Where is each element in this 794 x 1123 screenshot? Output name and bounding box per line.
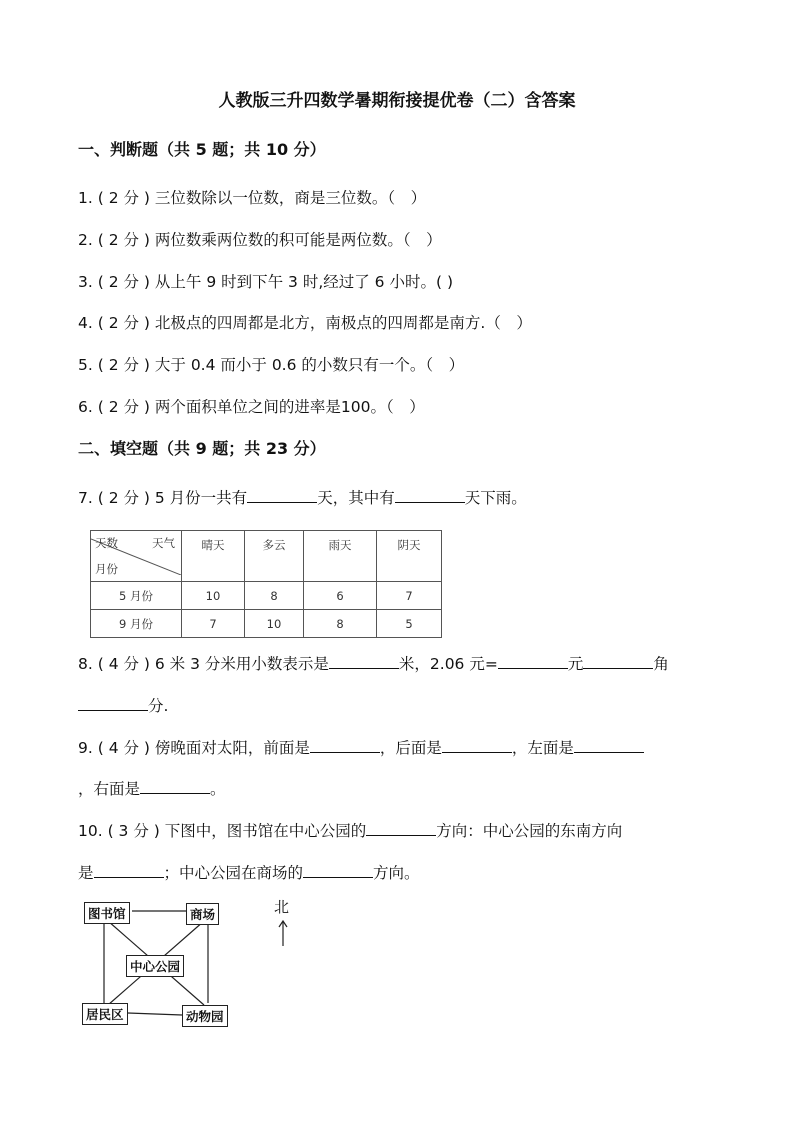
weather-table	[90, 530, 442, 638]
question-7	[78, 486, 527, 508]
question-text: ，左面是	[511, 739, 574, 757]
question-4	[78, 311, 532, 333]
question-number: 1. ( 2 分 )	[78, 189, 155, 207]
question-9-cont	[78, 777, 226, 799]
north-arrow-icon	[272, 918, 294, 948]
answer-blank[interactable]	[140, 779, 210, 794]
answer-blank[interactable]	[310, 738, 380, 753]
question-10	[78, 819, 622, 841]
table-cell: 5	[377, 610, 442, 638]
row-label: 5 月份	[91, 582, 182, 610]
column-header: 多云	[245, 531, 304, 582]
page-title: 人教版三升四数学暑期衔接提优卷（二）含答案	[218, 91, 576, 111]
question-6	[78, 395, 425, 417]
table-row	[91, 582, 442, 610]
question-8	[78, 652, 669, 674]
map-node-library: 图书馆	[84, 902, 130, 924]
question-text: ，右面是	[78, 780, 141, 798]
table-cell: 7	[182, 610, 245, 638]
answer-blank[interactable]	[498, 654, 568, 669]
row-label: 9 月份	[91, 610, 182, 638]
question-2	[78, 228, 442, 250]
answer-blank[interactable]	[442, 738, 512, 753]
question-number: 6. ( 2 分 )	[78, 398, 155, 416]
question-8-cont	[78, 694, 168, 716]
question-3	[78, 270, 453, 292]
north-indicator	[272, 896, 294, 950]
answer-blank[interactable]	[303, 863, 373, 878]
question-text: 天下雨。	[464, 489, 527, 507]
map-node-residential: 居民区	[82, 1003, 128, 1025]
question-text: 两个面积单位之间的进率是100。（ ）	[154, 398, 425, 416]
question-text: 方向。	[373, 864, 420, 882]
table-cell: 7	[377, 582, 442, 610]
question-text: ，后面是	[379, 739, 442, 757]
question-number: 9. ( 4 分 )	[78, 739, 155, 757]
column-header: 阴天	[377, 531, 442, 582]
question-text: 傍晚面对太阳，前面是	[154, 739, 310, 757]
question-text: 从上午 9 时到下午 3 时,经过了 6 小时。( )	[154, 273, 453, 291]
question-number: 4. ( 2 分 )	[78, 314, 155, 332]
column-header: 雨天	[304, 531, 377, 582]
question-text: 分.	[148, 697, 169, 715]
question-text: 北极点的四周都是北方，南极点的四周都是南方.（ ）	[154, 314, 532, 332]
answer-blank[interactable]	[78, 696, 148, 711]
question-text: 米，2.06 元=	[398, 655, 498, 673]
answer-blank[interactable]	[329, 654, 399, 669]
table-corner-header	[91, 531, 182, 582]
question-text: ；中心公园在商场的	[163, 864, 304, 882]
question-text: 是	[78, 864, 94, 882]
question-9	[78, 736, 644, 758]
answer-blank[interactable]	[247, 488, 317, 503]
question-text: 6 米 3 分米用小数表示是	[154, 655, 329, 673]
question-10-cont	[78, 861, 420, 883]
question-number: 8. ( 4 分 )	[78, 655, 155, 673]
map-node-zoo: 动物园	[182, 1005, 228, 1027]
question-5	[78, 353, 464, 375]
question-number: 2. ( 2 分 )	[78, 231, 155, 249]
map-node-mall: 商场	[186, 903, 219, 925]
question-text: 下图中，图书馆在中心公园的	[164, 822, 367, 840]
corner-label-month: 月份	[95, 562, 118, 576]
question-text: 元	[567, 655, 584, 673]
answer-blank[interactable]	[395, 488, 465, 503]
question-number: 3. ( 2 分 )	[78, 273, 155, 291]
answer-blank[interactable]	[574, 738, 644, 753]
corner-label-weather: 天气	[152, 536, 175, 550]
question-number: 5. ( 2 分 )	[78, 356, 155, 374]
table-cell: 10	[245, 610, 304, 638]
table-row	[91, 610, 442, 638]
location-map	[78, 895, 258, 1030]
question-text: 角	[653, 655, 669, 673]
table-cell: 8	[245, 582, 304, 610]
table-cell: 6	[304, 582, 377, 610]
question-text: 天，其中有	[317, 489, 395, 507]
question-text: 5 月份一共有	[154, 489, 248, 507]
answer-blank[interactable]	[94, 863, 164, 878]
question-number: 7. ( 2 分 )	[78, 489, 155, 507]
question-text: 三位数除以一位数，商是三位数。（ ）	[154, 189, 427, 207]
question-text: 方向：中心公园的东南方向	[436, 822, 623, 840]
map-node-central-park: 中心公园	[126, 955, 184, 977]
section-heading-fill-blank: 二、填空题（共 9 题；共 23 分）	[78, 439, 326, 458]
column-header: 晴天	[182, 531, 245, 582]
question-text: 。	[210, 780, 226, 798]
answer-blank[interactable]	[583, 654, 653, 669]
question-text: 大于 0.4 而小于 0.6 的小数只有一个。（ ）	[154, 356, 465, 374]
north-label: 北	[274, 898, 290, 916]
question-1	[78, 186, 426, 208]
question-number: 10. ( 3 分 )	[78, 822, 165, 840]
table-cell: 8	[304, 610, 377, 638]
table-cell: 10	[182, 582, 245, 610]
section-heading-judgement: 一、判断题（共 5 题；共 10 分）	[78, 140, 326, 159]
question-text: 两位数乘两位数的积可能是两位数。（ ）	[154, 231, 442, 249]
answer-blank[interactable]	[366, 821, 436, 836]
corner-label-days: 天数	[95, 536, 118, 550]
